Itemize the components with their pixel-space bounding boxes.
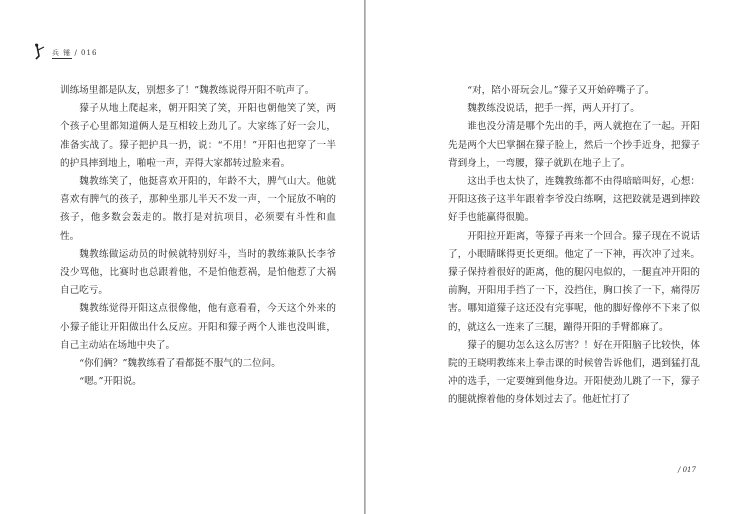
header-title: 兵 锤 / 016 <box>52 49 98 57</box>
paragraph: 獴子从地上爬起来，朝开阳笑了笑，开阳也朝他笑了笑，两个孩子心里都知道俩人是互相较上劲儿了。大家练了好一会儿，准备实战了。獴子把护具一扔，说：“不用！”开阳也把穿了一半的护具摔到地上，啪啦一声，弄得大家都转过脸来看。 <box>60 103 336 169</box>
book-logo-icon <box>32 42 48 60</box>
right-page <box>366 0 730 514</box>
left-body-text <box>60 82 336 391</box>
paragraph: 魏教练没说话，把手一挥，两人开打了。 <box>467 103 640 115</box>
paragraph: “嗯。”开阳说。 <box>79 376 142 388</box>
paragraph: 谁也没分清是哪个先出的手，两人就抱在了一起。开阳先是两个大巴掌捆在獴子脸上，然后一个抄手近身，把獴子背到身上，一弯腰，獴子就趴在地子上了。 <box>448 121 700 169</box>
paragraph: 这出手也太快了，连魏教练都不由得暗暗叫好，心想：开阳这孩子这半年跟着李爷没白练啊，这把跤就是遇到摔跤好手也能赢得很脆。 <box>448 176 700 224</box>
paragraph: 獴子的腿功怎么这么厉害？！好在开阳脑子比较快，体院的王晓明教练来上拳击课的时候曾告诉他们，遇到猛打乱冲的选手，一定要缠到他身边。开阳使劲儿跳了一下，獴子的腿就擦着他的身体划过去了。他赶忙打了 <box>448 339 700 406</box>
paragraph: 魏教练觉得开阳这点很像他，他有意看看，今天这个外来的小獴子能让开阳做出什么反应。开阳和獴子两个人谁也没叫谁，自己主动站在场地中央了。 <box>60 303 336 351</box>
paragraph: “你们俩？”魏教练看了看都挺不服气的二位问。 <box>79 358 281 370</box>
right-body-text <box>448 82 700 410</box>
left-page <box>0 0 364 514</box>
page-number: / 017 <box>678 466 696 474</box>
paragraph: 魏教练做运动员的时候就特别好斗，当时的教练兼队长李爷没少骂他，比赛时也总跟着他，不是怕他惹祸，是怕他惹了大祸自己吃亏。 <box>60 248 336 297</box>
header-rule <box>52 58 72 59</box>
paragraph: 训练场里都是队友，别想多了！”魏教练说得开阳不吭声了。 <box>60 85 315 96</box>
running-header <box>32 42 152 60</box>
paragraph: “对，陪小哥玩会儿。”獴子又开始碎嘴子了。 <box>467 85 655 96</box>
paragraph: 开阳拉开距离，等獴子再来一个回合。獴子现在不说话了，小眼睛眯得更长更细。他定了一下神，再次冲了过来。獴子保持着很好的距离，他的腿闪电似的，一腿直冲开阳的前胸，开阳用手挡了一下，没挡住，胸口挨了一下，痛得厉害。哪知道獴子这还没有完事呢，他的脚好像停不下来了似的，就这么一连来了三腿，蹦得开阳的手臂都麻了。 <box>448 230 700 333</box>
paragraph: 魏教练笑了，他挺喜欢开阳的，年龄不大，脾气山大。他就喜欢有脾气的孩子，那种坐那儿半天不发一声，一个屁放不响的孩子，他多数会轰走的。散打是对抗项目，必须要有斗性和血性。 <box>60 176 336 242</box>
